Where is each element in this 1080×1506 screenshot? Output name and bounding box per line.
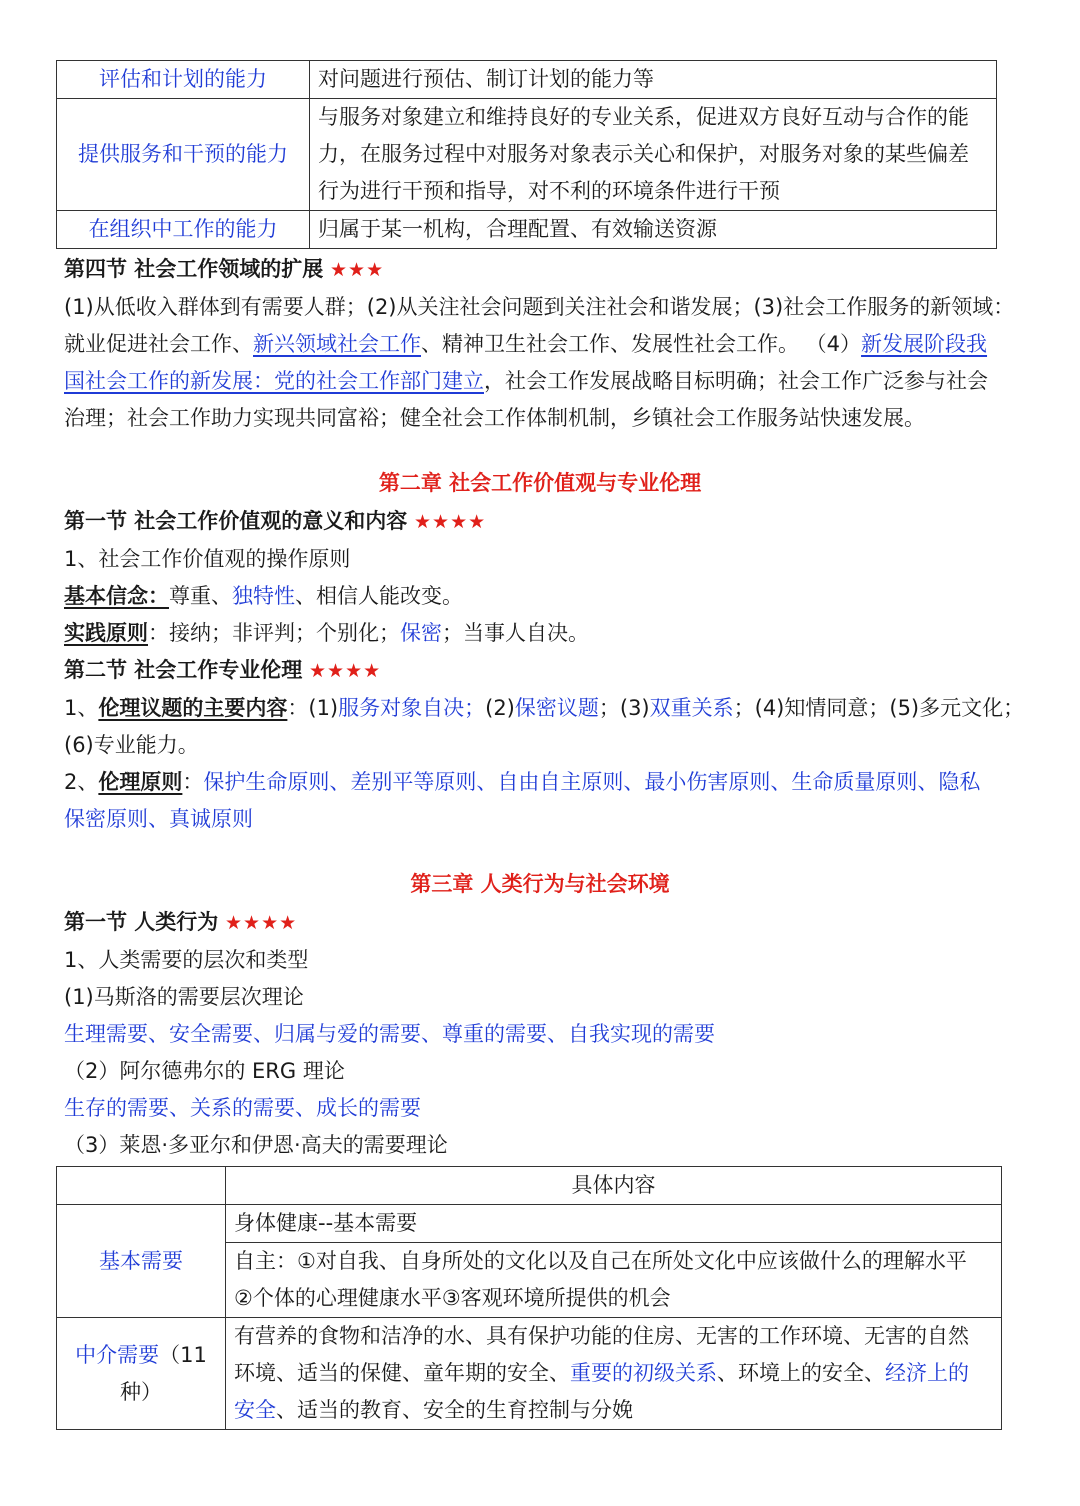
cell-line [234,1392,993,1429]
paragraph-line [64,615,589,652]
ability-label: 提供服务和干预的能力 [57,99,310,211]
paragraph-line: 保密原则、真诚原则 [64,807,253,831]
basic-needs-label: 基本需要 [57,1205,226,1318]
cell-line: 种） [120,1379,162,1404]
star-rating: ★★★★ [225,912,298,934]
chapter-title: 第二章 社会工作价值观与专业伦理 [378,471,702,495]
cell-line [65,1337,217,1374]
link-new-development[interactable]: 新发展阶段我 [861,332,988,356]
content-line: 与服务对象建立和维持良好的专业关系，促进双方良好互动与合作的能 [318,105,969,129]
highlight-text: 保护生命原则、差别平等原则、自由自主原则、最小伤害原则、生命质量原则、隐私 [203,770,981,794]
paragraph-line [64,326,987,363]
text-span: 2、 [64,770,99,794]
star-rating: ★★★★ [414,511,487,533]
link-emerging-fields[interactable]: 新兴领域社会工作 [253,332,421,356]
header-cell: 具体内容 [226,1167,1002,1205]
section-heading [64,503,486,541]
text-span: 环境、适当的保健、童年期的安全、 [234,1361,570,1385]
paragraph-line: (1)从低收入群体到有需要人群；(2)从关注社会问题到关注社会和谐发展；(3)社会工作服务的新领域： [64,295,1015,319]
text-span: (2) [485,696,515,720]
section-heading [64,652,381,690]
needs-table [56,1166,1002,1430]
table-cell: 身体健康--基本需要 [226,1205,1002,1243]
table-row [57,1205,1002,1243]
table-row [57,99,997,211]
text-span: ：接纳；非评判；个别化； [148,621,400,645]
section-title: 第一节 人类行为 [64,910,219,934]
cell-line [234,1355,993,1392]
ethics-issues-label: 伦理议题的主要内容 [98,696,288,720]
star-rating: ★★★ [330,259,385,281]
highlight-text: 双重关系 [649,696,734,720]
paragraph-line [64,363,988,400]
practice-label: 实践原则 [64,621,148,645]
section-title: 第二节 社会工作专业伦理 [64,658,303,682]
text-span: 、适当的教育、安全的生育控制与分娩 [276,1398,633,1422]
paragraph-line [64,690,1024,727]
text-span: ： [182,770,204,794]
ability-label: 在组织中工作的能力 [57,211,310,249]
text-span: 、相信人能改变。 [295,584,463,608]
table-row [57,1167,1002,1205]
link-new-development-cont[interactable]: 国社会工作的新发展：党的社会工作部门建立 [64,369,484,393]
table-cell [226,1243,1002,1318]
text-span: 1、 [64,696,99,720]
intermediate-needs-label [57,1318,226,1430]
paragraph-line: 1、人类需要的层次和类型 [64,948,309,972]
ability-content [310,99,997,211]
section-title: 第四节 社会工作领域的扩展 [64,257,324,281]
chapter-title: 第三章 人类行为与社会环境 [410,872,670,896]
text-span: 就业促进社会工作、 [64,332,253,356]
star-rating: ★★★★ [309,660,382,682]
paragraph-line: （3）莱恩·多亚尔和伊恩·高夫的需要理论 [64,1133,448,1157]
section-heading [64,904,297,942]
cell-line: 有营养的食物和洁净的水、具有保护功能的住房、无害的工作环境、无害的自然 [234,1324,969,1348]
text-span: 、环境上的安全、 [717,1361,885,1385]
text-span: ：(1) [287,696,339,720]
section-heading [64,251,384,289]
paragraph-line: 治理；社会工作助力实现共同富裕；健全社会工作体制机制，乡镇社会工作服务站快速发展。 [64,406,925,430]
label-text: 中介需要 [75,1342,160,1367]
highlight-text: 保密 [400,621,442,645]
paragraph-line: (1)马斯洛的需要层次理论 [64,985,304,1009]
text-span: 尊重、 [169,584,232,608]
table-row [57,211,997,249]
ability-content: 对问题进行预估、制订计划的能力等 [310,61,997,99]
ability-label: 评估和计划的能力 [57,61,310,99]
table-row [57,1318,1002,1430]
text-span: ；当事人自决。 [442,621,589,645]
text-span: ；(4)知情同意；(5)多元文化； [733,696,1025,720]
paragraph-line: （2）阿尔德弗尔的 ERG 理论 [64,1059,345,1083]
highlight-text: 安全 [234,1398,276,1422]
label-text: （11 [159,1342,207,1367]
highlight-text: 保密议题 [514,696,599,720]
belief-label: 基本信念： [64,584,169,608]
table-cell [226,1318,1002,1430]
paragraph-line: (6)专业能力。 [64,733,199,757]
content-line: 行为进行干预和指导，对不利的环境条件进行干预 [318,179,780,203]
content-line: 力，在服务过程中对服务对象表示关心和保护，对服务对象的某些偏差 [318,142,969,166]
highlight-text: 服务对象自决； [338,696,486,720]
paragraph-line [64,578,463,615]
text-span: ；(3) [598,696,650,720]
highlight-text: 独特性 [232,584,295,608]
paragraph-line: 生存的需要、关系的需要、成长的需要 [64,1096,421,1120]
paragraph-line [64,764,980,801]
text-span: 、精神卫生社会工作、发展性社会工作。 （4） [421,332,862,356]
table-row [57,61,997,99]
paragraph-line: 生理需要、安全需要、归属与爱的需要、尊重的需要、自我实现的需要 [64,1022,715,1046]
ability-table [56,60,997,249]
ability-content: 归属于某一机构，合理配置、有效输送资源 [310,211,997,249]
cell-line: ②个体的心理健康水平③客观环境所提供的机会 [234,1286,671,1310]
highlight-text: 重要的初级关系 [570,1361,717,1385]
header-cell-empty [57,1167,226,1205]
section-title: 第一节 社会工作价值观的意义和内容 [64,509,408,533]
paragraph-line: 1、社会工作价值观的操作原则 [64,547,351,571]
cell-line: 自主：①对自我、自身所处的文化以及自己在所处文化中应该做什么的理解水平 [234,1249,967,1273]
highlight-text: 经济上的 [885,1361,969,1385]
ethics-principles-label: 伦理原则 [98,770,183,794]
text-span: ，社会工作发展战略目标明确；社会工作广泛参与社会 [484,369,988,393]
